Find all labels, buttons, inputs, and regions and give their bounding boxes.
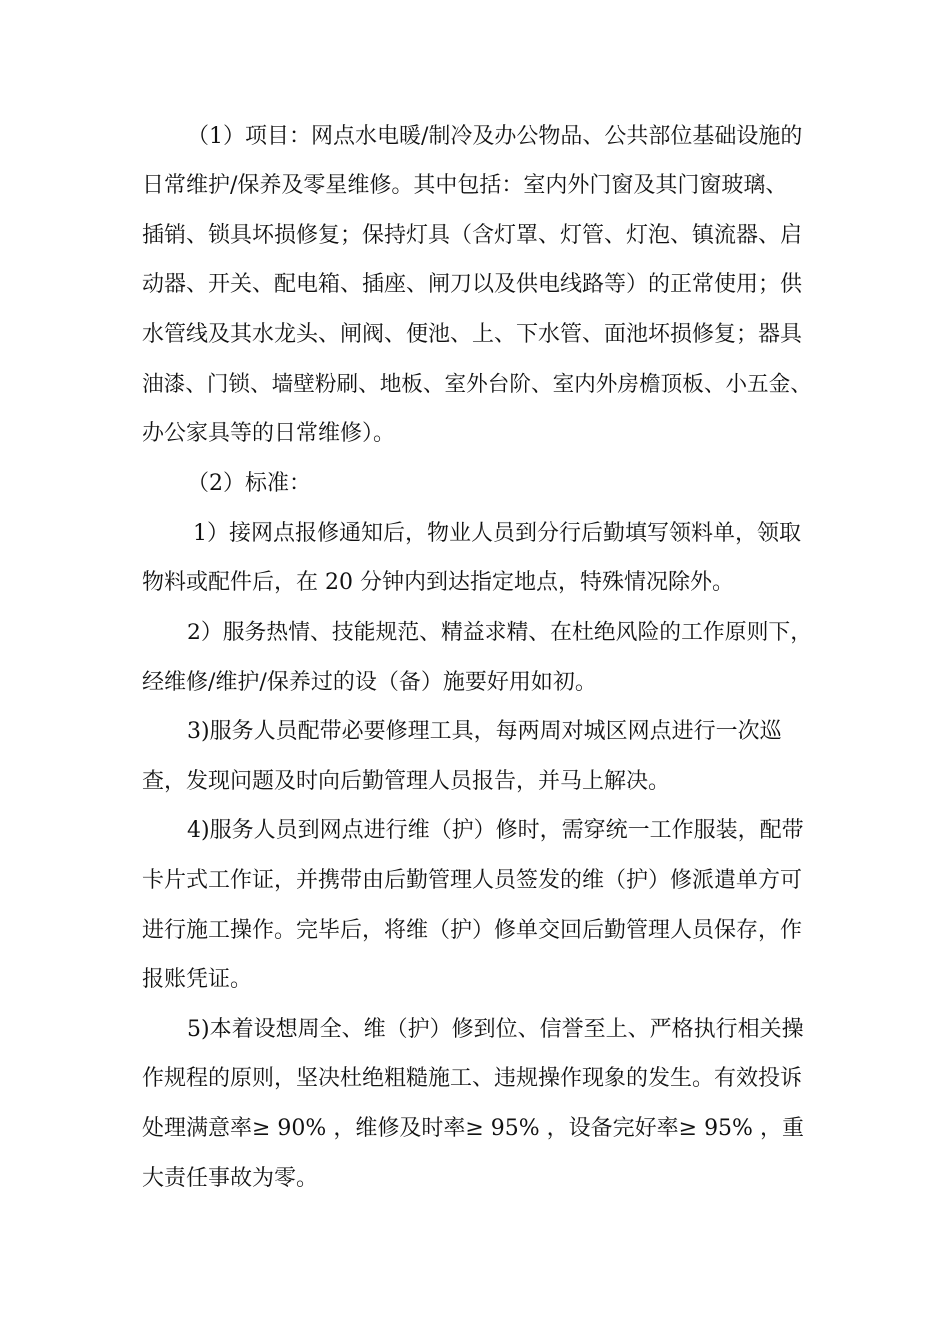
text-line-12: 经维修/维护/保养过的设（备）施要好用如初。 bbox=[142, 670, 597, 695]
text-line-20: 作规程的原则，坚决杜绝粗糙施工、违规操作现象的发生。有效投诉 bbox=[142, 1066, 803, 1091]
text-line-13: 3)服务人员配带必要修理工具，每两周对城区网点进行一次巡 bbox=[187, 719, 782, 744]
text-line-17: 进行施工操作。完毕后，将维（护）修单交回后勤管理人员保存，作 bbox=[142, 918, 803, 943]
text-line-9: 1）接网点报修通知后，物业人员到分行后勤填写领料单，领取 bbox=[193, 521, 801, 546]
text-line-7: 办公家具等的日常维修）。 bbox=[142, 421, 396, 446]
text-line-16: 卡片式工作证，并携带由后勤管理人员签发的维（护）修派遣单方可 bbox=[142, 868, 803, 893]
text-line-22: 大责任事故为零。 bbox=[142, 1166, 319, 1191]
text-line-11: 2）服务热情、技能规范、精益求精、在杜绝风险的工作原则下， bbox=[187, 620, 813, 645]
section-heading-standard: （2）标准： bbox=[187, 471, 311, 496]
text-line-19: 5)本着设想周全、维（护）修到位、信誉至上、严格执行相关操 bbox=[187, 1017, 804, 1042]
text-line-18: 报账凭证。 bbox=[142, 967, 253, 992]
text-line-15: 4)服务人员到网点进行维（护）修时，需穿统一工作服装，配带 bbox=[187, 818, 804, 843]
text-line-10: 物料或配件后，在 20 分钟内到达指定地点，特殊情况除外。 bbox=[142, 570, 734, 595]
text-line-1: （1）项目：网点水电暖/制冷及办公物品、公共部位基础设施的 bbox=[187, 124, 803, 149]
text-line-4: 动器、开关、配电箱、插座、闸刀以及供电线路等）的正常使用；供 bbox=[142, 272, 803, 297]
text-line-14: 查，发现问题及时向后勤管理人员报告，并马上解决。 bbox=[142, 769, 671, 794]
text-line-6: 油漆、门锁、墙壁粉刷、地板、室外台阶、室内外房檐顶板、小五金、 bbox=[142, 372, 812, 397]
text-line-5: 水管线及其水龙头、闸阀、便池、上、下水管、面池坏损修复；器具 bbox=[142, 322, 803, 347]
text-line-21: 处理满意率≥ 90% ，维修及时率≥ 95% ，设备完好率≥ 95% ，重 bbox=[142, 1116, 804, 1141]
text-line-3: 插销、锁具坏损修复；保持灯具（含灯罩、灯管、灯泡、镇流器、启 bbox=[142, 223, 803, 248]
text-line-2: 日常维护/保养及零星维修。其中包括：室内外门窗及其门窗玻璃、 bbox=[142, 173, 788, 198]
